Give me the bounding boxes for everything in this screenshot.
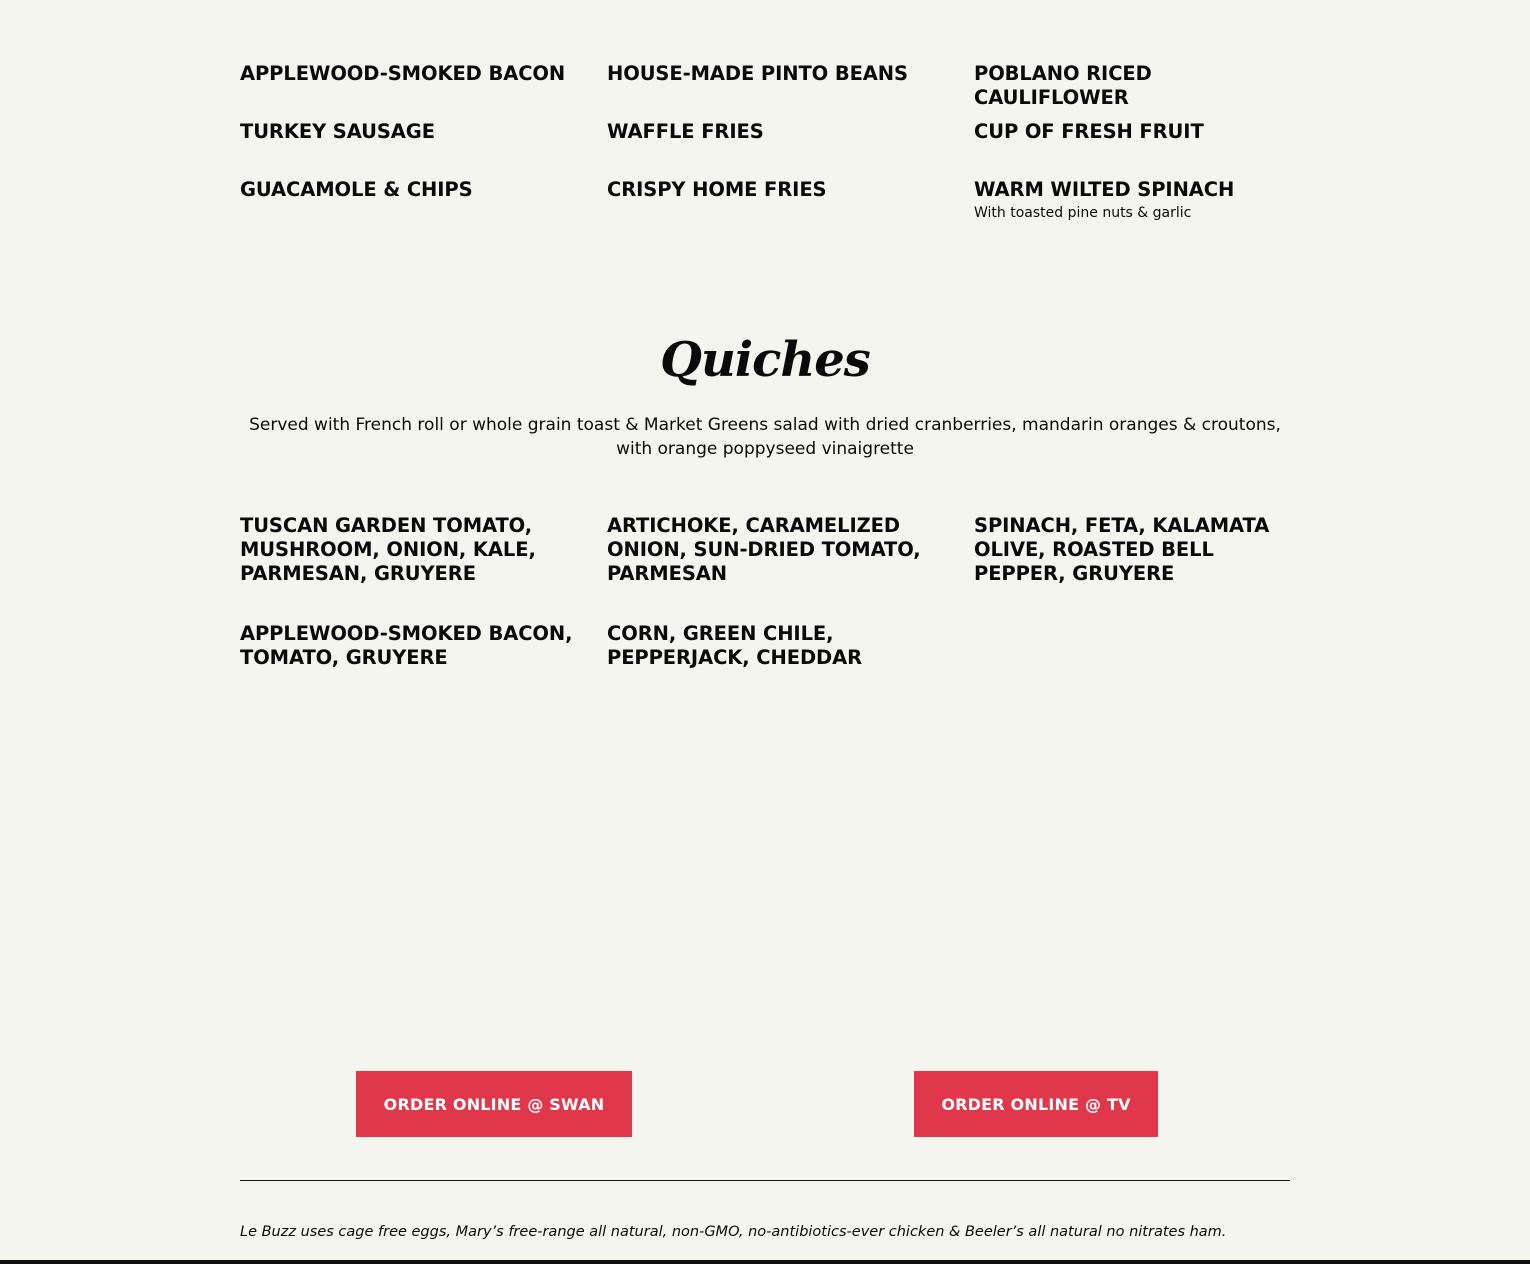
quiches-grid <box>240 514 1290 670</box>
menu-item-title: CRISPY HOME FRIES <box>607 178 827 201</box>
divider <box>240 1180 1290 1181</box>
menu-item-title: ARTICHOKE, CARAMELIZED ONION, SUN-DRIED TOMATO, PARMESAN <box>607 514 921 585</box>
menu-item-title: TUSCAN GARDEN TOMATO, MUSHROOM, ONION, KALE, PARMESAN, GRUYERE <box>240 514 536 585</box>
order-online-swan-button[interactable]: ORDER ONLINE @ SWAN <box>356 1071 632 1137</box>
menu-item-title: GUACAMOLE & CHIPS <box>240 178 473 201</box>
sides-grid <box>240 62 1290 236</box>
menu-item-description: With toasted pine nuts & garlic <box>974 205 1192 221</box>
menu-item <box>607 62 974 120</box>
menu-item-title: CUP OF FRESH FRUIT <box>974 120 1204 143</box>
menu-item-title: TURKEY SAUSAGE <box>240 120 435 143</box>
menu-item-title: APPLEWOOD-SMOKED BACON, TOMATO, GRUYERE <box>240 622 573 669</box>
menu-item <box>240 62 607 120</box>
menu-item <box>607 514 974 622</box>
order-online-tv-button[interactable]: ORDER ONLINE @ TV <box>914 1071 1158 1137</box>
menu-item <box>240 514 607 622</box>
footer-note: Le Buzz uses cage free eggs, Mary’s free-range all natural, non-GMO, no-antibiotics-ever chicken & Beeler’s all natural no nitrates ham. <box>240 1224 1227 1240</box>
section-title-quiches: Quiches <box>660 332 870 388</box>
menu-item-title: APPLEWOOD-SMOKED BACON <box>240 62 566 85</box>
menu-item <box>607 178 974 236</box>
menu-item <box>974 178 1290 236</box>
menu-item <box>974 514 1290 622</box>
menu-item <box>240 178 607 236</box>
menu-item <box>607 622 974 670</box>
page-bottom-edge <box>0 1260 1530 1264</box>
menu-item <box>240 622 607 670</box>
menu-item-title: WAFFLE FRIES <box>607 120 764 143</box>
menu-item <box>607 120 974 178</box>
menu-item <box>974 120 1290 178</box>
menu-item-title: CORN, GREEN CHILE, PEPPERJACK, CHEDDAR <box>607 622 863 669</box>
menu-item-title: WARM WILTED SPINACH <box>974 178 1235 201</box>
menu-item-title: HOUSE-MADE PINTO BEANS <box>607 62 908 85</box>
order-buttons <box>0 1071 1530 1137</box>
menu-item <box>240 120 607 178</box>
menu-item <box>974 62 1290 120</box>
menu-item-title: SPINACH, FETA, KALAMATA OLIVE, ROASTED BELL PEPPER, GRUYERE <box>974 514 1270 585</box>
section-description: Served with French roll or whole grain toast & Market Greens salad with dried cranberries, mandarin oranges & croutons, with orange poppyseed vinaigrette <box>249 415 1281 459</box>
menu-item-title: POBLANO RICED CAULIFLOWER <box>974 62 1152 109</box>
